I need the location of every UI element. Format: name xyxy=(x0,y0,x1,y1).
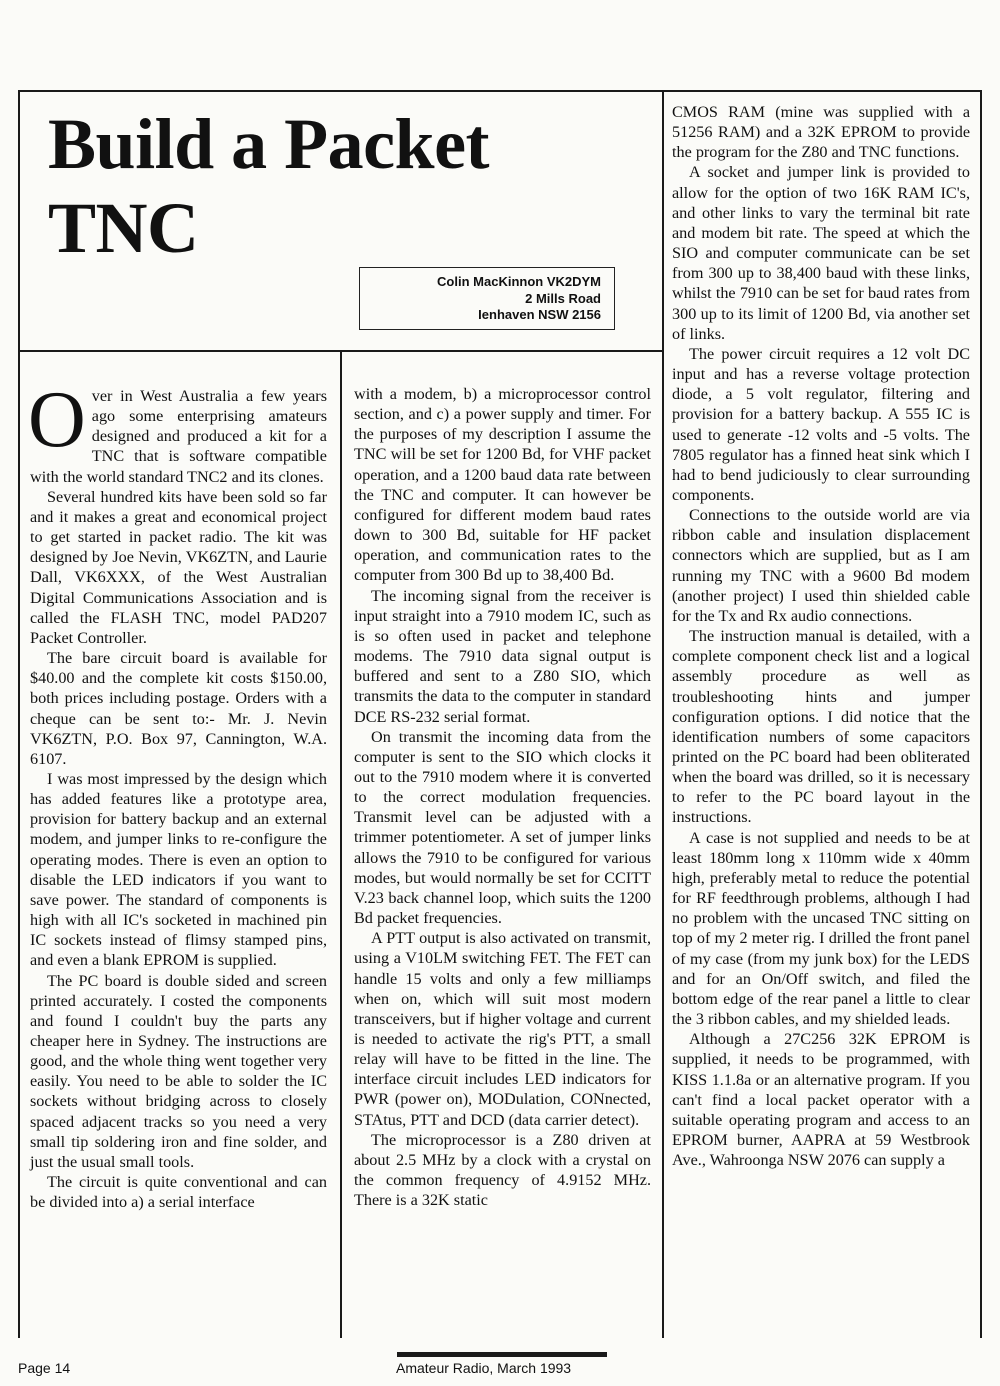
article-title xyxy=(48,102,648,270)
left-border-rule xyxy=(18,90,20,1338)
col1-paragraph-5: The PC board is double sided and screen printed accurately. I costed the components and found I couldn't buy the parts any cheaper here in Sydney. The instructions are good, and the whole thing went together very easily. You need to be able to solder the IC sockets without bridging across to closely spaced adjacent tracks so you need a very small tip soldering iron and fine solder, and just the usual small tools. xyxy=(30,971,327,1171)
col3-paragraph-4: Connections to the outside world are via ribbon cable and insulation displacement connectors which are supplied, but as I am running my TNC with a 9600 Bd modem (another project) I used thin shielded cable for the Tx and Rx audio connections. xyxy=(672,506,970,625)
col2-paragraph-2: The incoming signal from the receiver is input straight into a 7910 modem IC, such as is so often used in packet and telephone modems. The 7910 data signal output is buffered and sent to a Z80 SIO, which transmits the data to the computer in standard DCE RS-232 serial format. xyxy=(354,586,651,726)
column-3 xyxy=(672,102,970,1170)
footer-bar xyxy=(397,1352,607,1357)
col3-paragraph-2: A socket and jumper link is provided to allow for the option of two 16K RAM IC's, and other links to vary the terminal bit rate and modem bit rate. The speed at which the SIO and computer communicate can be set from 300 up to 38,400 baud with these links, whilst the 7910 can be set for baud rates from 300 up to its limit of 1200 Bd, via another set of links. xyxy=(672,163,970,343)
author-street: 2 Mills Road xyxy=(525,290,601,306)
column-divider-left xyxy=(340,350,342,1338)
drop-cap: O xyxy=(28,376,86,464)
col2-paragraph-5: The microprocessor is a Z80 driven at about 2.5 MHz by a clock with a crystal on the common frequency of 4.9152 MHz. There is a 32K static xyxy=(354,1130,651,1210)
column-2 xyxy=(354,384,651,1210)
col1-paragraph-1: Over in West Australia a few years ago some enterprising amateurs designed and produced a kit for a TNC that is software compatible with the world standard TNC2 and its clones. xyxy=(28,376,327,486)
col2-paragraph-1: with a modem, b) a microprocessor control section, and c) a power supply and timer. For the purposes of my description I assume the TNC will be set for 1200 Bd, for VHF packet operation, and a 1200 baud data rate between the TNC and computer. It can however be configured for different modem baud rates down to 300 Bd, suitable for HF packet operation, and communication rates to the computer from 300 Bd up to 38,400 Bd. xyxy=(354,385,651,585)
page-number: Page 14 xyxy=(18,1360,71,1376)
author-name: Colin MacKinnon VK2DYM xyxy=(437,274,601,289)
col2-paragraph-4: A PTT output is also activated on transmit, using a V10LM switching FET. The FET can handle 15 volts and only a few milliamps when on, which will suit most modern transceivers, but if higher voltage and current is needed to activate the rig's PTT, a small relay will have to be fitted in the line. The interface circuit includes LED indicators for PWR (power on), MODulation, CONnected, STAtus, PTT and DCD (data carrier detect). xyxy=(354,929,651,1129)
top-border-rule xyxy=(18,90,982,92)
col3-paragraph-7: Although a 27C256 32K EPROM is supplied, it needs to be programmed, with KISS 1.1.8a or an alternative program. If you can't find a local packet operator with a suitable operating program and access to an EPROM burner, AAPRA at 59 Westbrook Ave., Wahroonga NSW 2076 can supply a xyxy=(672,1030,970,1170)
author-box xyxy=(359,267,615,330)
magazine-issue: Amateur Radio, March 1993 xyxy=(396,1360,572,1376)
col2-paragraph-3: On transmit the incoming data from the computer is sent to the SIO which clocks it out to the 7910 modem where it is converted to the correct modulation frequencies. Transmit level can be adjusted with a trimmer potentiometer. A set of jumper links allows the 7910 to be configured for various modes, but would normally be set for CCITT V.23 back channel loop, which suits the 1200 Bd packet frequencies. xyxy=(354,727,651,928)
col1-paragraph-2: Several hundred kits have been sold so far and it makes a great and economical project to get started in packet radio. The kit was designed by Joe Nevin, VK6ZTN, and Laurie Dall, VK6XXX, of the West Australian Digital Communications Association and is called the FLASH TNC, model PAD207 Packet Controller. xyxy=(30,487,327,647)
col3-paragraph-3: The power circuit requires a 12 volt DC input and has a reverse voltage protection diode, a 5 volt regulator, filtering and provision for a battery backup. A 555 IC is used to generate -12 volts and -5 volts. The 7805 regulator has a finned heat sink which I had to bend judiciously to clear surrounding components. xyxy=(672,344,970,504)
right-border-rule xyxy=(980,90,982,1338)
title-line-2: TNC xyxy=(48,188,199,268)
col1-paragraph-4: I was most impressed by the design which has added features like a prototype area, provision for battery backup and an external modem, and jumper links to re-configure the operating modes. There is even an option to disable the LED indicators if you want to save power. The standard of components is high with all IC's socketed in machined pin IC sockets instead of flimsy stamped pins, and even a blank EPROM is supplied. xyxy=(30,769,327,970)
column-1 xyxy=(28,376,327,1212)
col1-paragraph-3: The bare circuit board is available for $40.00 and the complete kit costs $150.00, both prices including postage. Orders with a cheque can be sent to:- Mr. J. Nevin VK6ZTN, P.O. Box 97, Cannington, W.A. 6107. xyxy=(30,649,327,768)
column-divider-right xyxy=(662,90,664,1338)
col3-paragraph-5: The instruction manual is detailed, with a complete component check list and a logical assembly procedure as well as troubleshooting hints and jumper configuration options. I did notice that the identification numbers of some capacitors printed on the PC board had been obliterated when the board was drilled, so it is necessary to refer to the PC board layout in the instructions. xyxy=(672,627,970,827)
col1-paragraph-6: The circuit is quite conventional and can be divided into a) a serial interface xyxy=(30,1173,327,1212)
col3-paragraph-6: A case is not supplied and needs to be at least 180mm long x 110mm wide x 40mm high, preferably metal to reduce the potential for RF feedthrough problems, although I had no problem with the uncased TNC sitting on top of my 2 meter rig. I drilled the front panel of my case (from my junk box) for the LEDS and for an On/Off switch, and filed the bottom edge of the rear panel a little to clear the 3 ribbon cables, and my shielded leads. xyxy=(672,828,970,1029)
col3-paragraph-1: CMOS RAM (mine was supplied with a 51256 RAM) and a 32K EPROM to provide the program for the Z80 and TNC functions. xyxy=(672,103,970,162)
author-town: Ienhaven NSW 2156 xyxy=(478,307,601,322)
title-line-1: Build a Packet xyxy=(48,104,490,184)
